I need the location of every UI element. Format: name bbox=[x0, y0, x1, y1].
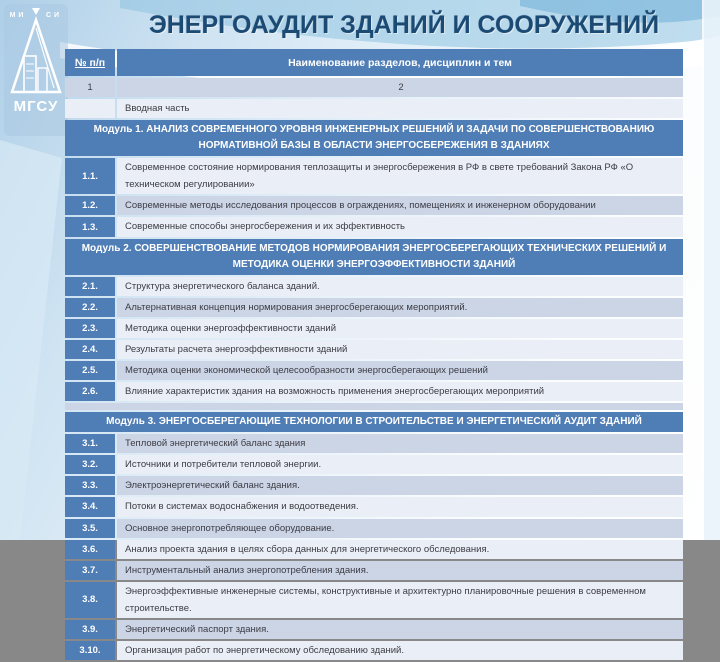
table-row bbox=[65, 519, 683, 538]
row-text-cell: Основное энергопотребляющее оборудование. bbox=[117, 519, 683, 538]
row-text-cell: Вводная часть bbox=[117, 99, 683, 118]
row-number-cell bbox=[65, 99, 115, 118]
row-text-cell: 2 bbox=[117, 78, 683, 97]
row-text-cell: Энергоэффективные инженерные системы, конструктивные и архитектурно планировочные решения в современном строительстве. bbox=[117, 582, 683, 618]
table-row bbox=[65, 319, 683, 338]
row-text-cell: Энергетический паспорт здания. bbox=[117, 620, 683, 639]
table-row bbox=[65, 497, 683, 516]
module-band: Модуль 2. СОВЕРШЕНСТВОВАНИЕ МЕТОДОВ НОРМИРОВАНИЯ ЭНЕРГОСБЕРЕГАЮЩИХ ТЕХНИЧЕСКИХ РЕШЕНИЙ И МЕТОДИКА ОЦЕНКИ ЭНЕРГОЭФФЕКТИВНОСТИ ЗДАНИЙ bbox=[65, 239, 683, 275]
table-row bbox=[65, 561, 683, 580]
row-number-cell: 3.3. bbox=[65, 476, 115, 495]
table-row bbox=[65, 582, 683, 618]
module-band-row bbox=[65, 239, 683, 275]
table-header-row bbox=[65, 49, 683, 76]
table-row bbox=[65, 434, 683, 453]
header-cell-name: Наименование разделов, дисциплин и тем bbox=[117, 49, 683, 76]
row-number-cell: 3.7. bbox=[65, 561, 115, 580]
logo-name-text: МГСУ bbox=[13, 98, 59, 115]
row-number-cell: 1 bbox=[65, 78, 115, 97]
row-text-cell: Организация работ по энергетическому обследованию зданий. bbox=[117, 641, 683, 660]
row-text-cell: Современные способы энергосбережения и их эффективность bbox=[117, 217, 683, 236]
row-number-cell: 1.3. bbox=[65, 217, 115, 236]
header-number-label: № п/п bbox=[74, 56, 106, 69]
table-row bbox=[65, 540, 683, 559]
table-row bbox=[65, 78, 683, 97]
table-row bbox=[65, 476, 683, 495]
row-text-cell: Тепловой энергетический баланс здания bbox=[117, 434, 683, 453]
row-number-cell: 3.6. bbox=[65, 540, 115, 559]
module-band: Модуль 3. ЭНЕРГОСБЕРЕГАЮЩИЕ ТЕХНОЛОГИИ В СТРОИТЕЛЬСТВЕ И ЭНЕРГЕТИЧЕСКИЙ АУДИТ ЗДАНИЙ bbox=[65, 412, 683, 432]
table-row bbox=[65, 99, 683, 118]
table-body bbox=[65, 78, 683, 660]
row-text-cell: Структура энергетического баланса зданий. bbox=[117, 277, 683, 296]
table-row bbox=[65, 298, 683, 317]
table-row bbox=[65, 158, 683, 194]
row-number-cell: 3.4. bbox=[65, 497, 115, 516]
row-text-cell: Влияние характеристик здания на возможность применения энергосберегающих мероприятий bbox=[117, 382, 683, 401]
row-text-cell: Методика оценки энергоэффективности зданий bbox=[117, 319, 683, 338]
row-number-cell: 2.6. bbox=[65, 382, 115, 401]
row-number-cell: 2.2. bbox=[65, 298, 115, 317]
module-band: Модуль 1. АНАЛИЗ СОВРЕМЕННОГО УРОВНЯ ИНЖЕНЕРНЫХ РЕШЕНИЙ И ЗАДАЧИ ПО СОВЕРШЕНСТВОВАНИЮ НОРМАТИВНОЙ БАЗЫ В ОБЛАСТИ ЭНЕРГОСБЕРЕЖЕНИЯ В ЗДАНИЯХ bbox=[65, 120, 683, 156]
table-row bbox=[65, 382, 683, 401]
spacer-cell bbox=[65, 403, 683, 410]
table-row bbox=[65, 217, 683, 236]
row-text-cell: Анализ проекта здания в целях сбора данных для энергетического обследования. bbox=[117, 540, 683, 559]
row-number-cell: 3.5. bbox=[65, 519, 115, 538]
row-number-cell: 1.1. bbox=[65, 158, 115, 194]
row-number-cell: 3.9. bbox=[65, 620, 115, 639]
slide-title: ЭНЕРГОАУДИТ ЗДАНИЙ И СООРУЖЕНИЙ bbox=[148, 11, 660, 39]
row-text-cell: Потоки в системах водоснабжения и водоотведения. bbox=[117, 497, 683, 516]
row-number-cell: 2.1. bbox=[65, 277, 115, 296]
row-number-cell: 2.5. bbox=[65, 361, 115, 380]
row-text-cell: Современные методы исследования процессов в ограждениях, помещениях и инженерном оборудовании bbox=[117, 196, 683, 215]
logo-letters-left: МИ bbox=[9, 12, 27, 19]
row-number-cell: 3.10. bbox=[65, 641, 115, 660]
spacer-row bbox=[65, 403, 683, 410]
logo-letters-right: СИ bbox=[45, 12, 63, 19]
table-row bbox=[65, 340, 683, 359]
table-row bbox=[65, 361, 683, 380]
table-row bbox=[65, 641, 683, 660]
row-text-cell: Результаты расчета энергоэффективности зданий bbox=[117, 340, 683, 359]
course-table bbox=[65, 49, 683, 662]
module-band-row bbox=[65, 412, 683, 432]
table-row bbox=[65, 620, 683, 639]
row-text-cell: Методика оценки экономической целесообразности энергосберегающих решений bbox=[117, 361, 683, 380]
row-number-cell: 2.3. bbox=[65, 319, 115, 338]
mgsu-logo bbox=[4, 4, 68, 136]
row-text-cell: Электроэнергетический баланс здания. bbox=[117, 476, 683, 495]
table-row bbox=[65, 196, 683, 215]
row-number-cell: 3.1. bbox=[65, 434, 115, 453]
row-text-cell: Альтернативная концепция нормирования энергосберегающих мероприятий. bbox=[117, 298, 683, 317]
table-row bbox=[65, 277, 683, 296]
row-number-cell: 3.8. bbox=[65, 582, 115, 618]
table-row bbox=[65, 455, 683, 474]
row-number-cell: 3.2. bbox=[65, 455, 115, 474]
row-number-cell: 1.2. bbox=[65, 196, 115, 215]
row-text-cell: Источники и потребители тепловой энергии. bbox=[117, 455, 683, 474]
header-cell-number bbox=[65, 49, 115, 76]
row-text-cell: Инструментальный анализ энергопотребления здания. bbox=[117, 561, 683, 580]
row-number-cell: 2.4. bbox=[65, 340, 115, 359]
module-band-row bbox=[65, 120, 683, 156]
row-text-cell: Современное состояние нормирования теплозащиты и энергосбережения в РФ в свете требований Закона РФ «О техническом регулировании» bbox=[117, 158, 683, 194]
